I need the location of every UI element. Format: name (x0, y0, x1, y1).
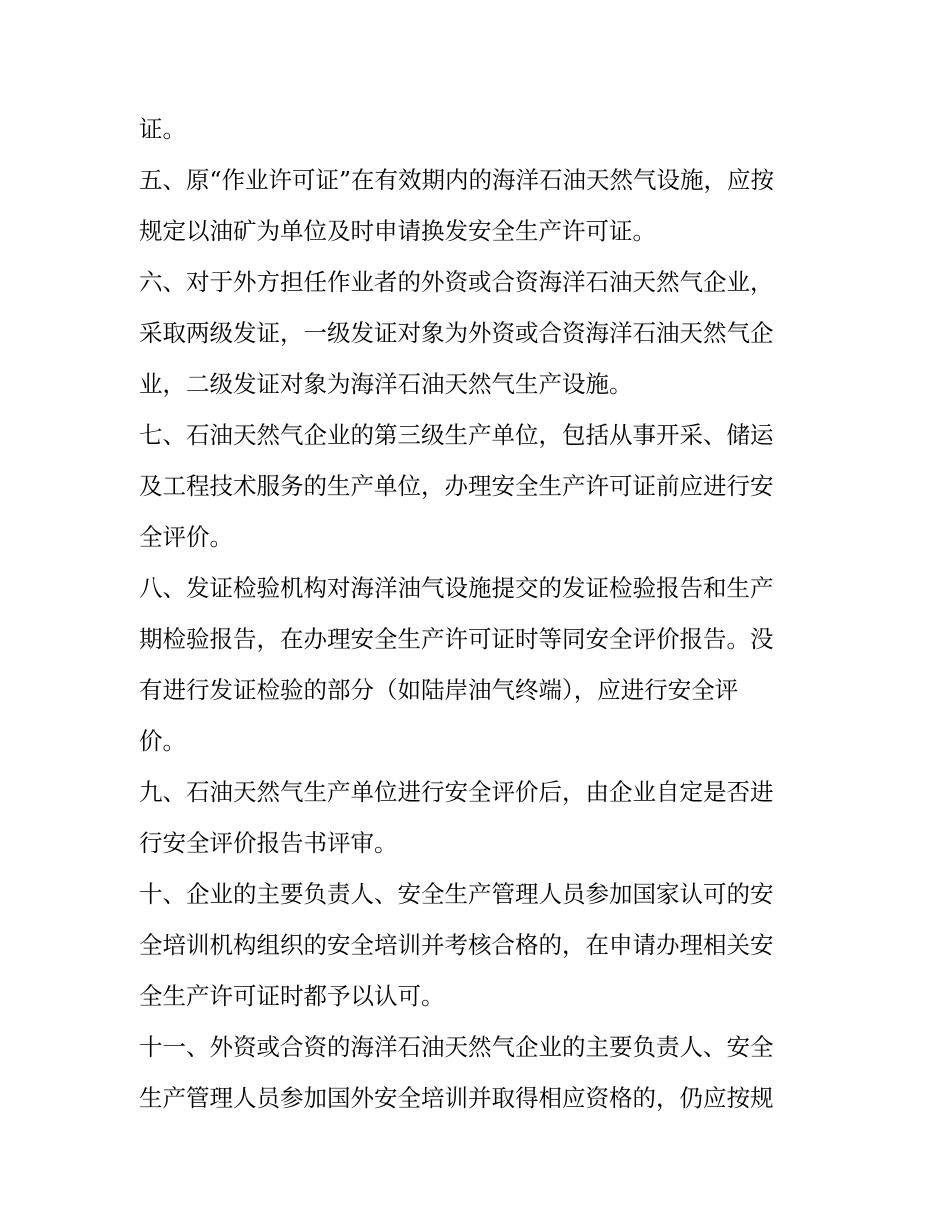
text-line: 行安全评价报告书评审。 (139, 829, 398, 857)
text-line: 采取两级发证，一级发证对象为外资或合资海洋石油天然气企 (139, 319, 774, 347)
text-line: 全培训机构组织的安全培训并考核合格的，在申请办理相关安 (139, 931, 774, 959)
text-line: 全评价。 (139, 523, 233, 551)
text-line: 及工程技术服务的生产单位，办理安全生产许可证前应进行安 (139, 472, 774, 500)
text-line: 八、发证检验机构对海洋油气设施提交的发证检验报告和生产 (139, 574, 774, 602)
text-line: 全生产许可证时都予以认可。 (139, 982, 445, 1010)
text-line: 有进行发证检验的部分（如陆岸油气终端），应进行安全评 (139, 676, 739, 704)
text-line: 规定以油矿为单位及时申请换发安全生产许可证。 (139, 217, 656, 245)
text-line: 七、石油天然气企业的第三级生产单位，包括从事开采、储运 (139, 421, 774, 449)
text-line: 期检验报告，在办理安全生产许可证时等同安全评价报告。没 (139, 625, 774, 653)
text-line: 五、原“作业许可证”在有效期内的海洋石油天然气设施，应按 (139, 166, 775, 194)
text-line: 价。 (139, 727, 186, 755)
text-line: 证。 (139, 115, 186, 143)
text-line: 六、对于外方担任作业者的外资或合资海洋石油天然气企业， (139, 268, 774, 296)
text-line: 十一、外资或合资的海洋石油天然气企业的主要负责人、安全 (139, 1033, 774, 1061)
text-line: 九、石油天然气生产单位进行安全评价后，由企业自定是否进 (139, 778, 774, 806)
text-line: 十、企业的主要负责人、安全生产管理人员参加国家认可的安 (139, 880, 774, 908)
text-line: 生产管理人员参加国外安全培训并取得相应资格的，仍应按规 (139, 1084, 774, 1112)
text-line: 业，二级发证对象为海洋石油天然气生产设施。 (139, 370, 633, 398)
